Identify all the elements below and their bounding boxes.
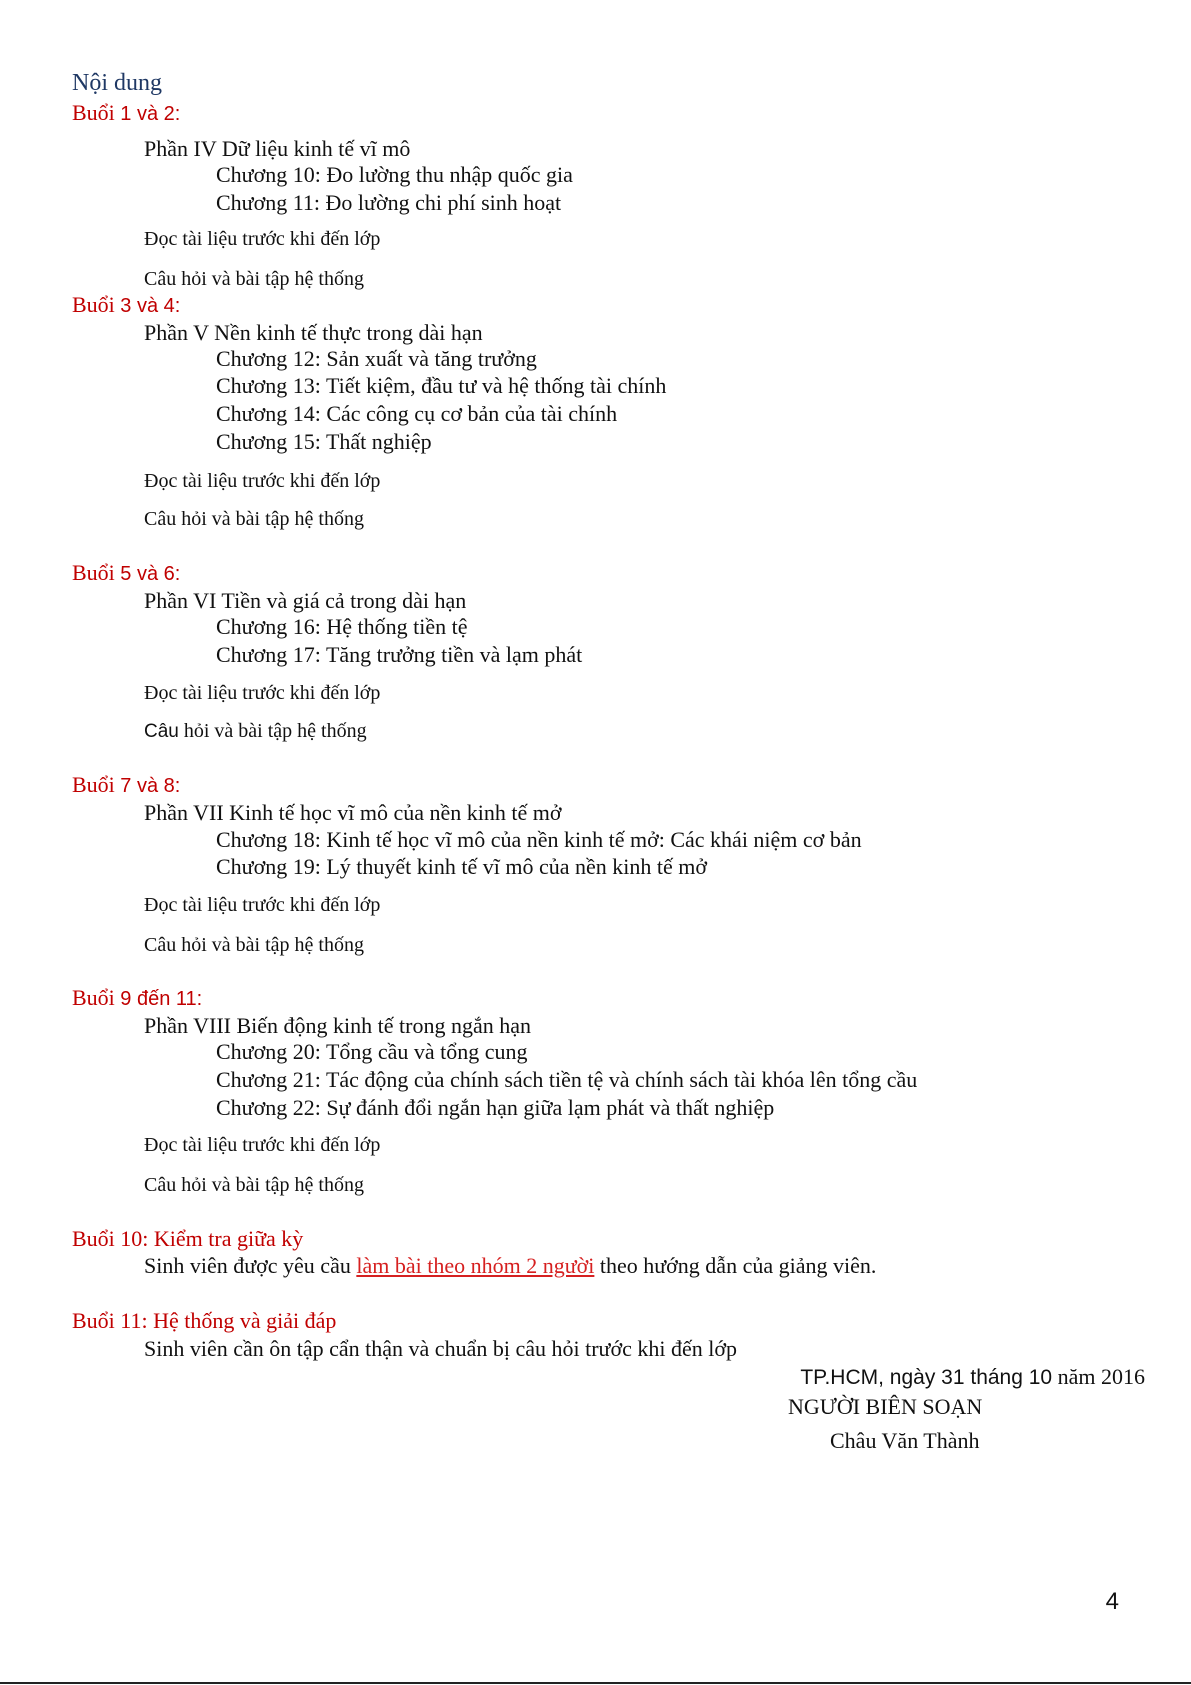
part-title: Phần VIII Biến động kinh tế trong ngắn hạn bbox=[144, 1013, 531, 1038]
chapter-item: Chương 18: Kinh tế học vĩ mô của nền kinh tế mở: Các khái niệm cơ bản bbox=[216, 827, 862, 852]
chapter-item: Chương 20: Tổng cầu và tổng cung bbox=[216, 1039, 528, 1064]
group-work-highlight: làm bài theo nhóm 2 người bbox=[356, 1253, 595, 1278]
session-heading: Buổi 5 và 6: bbox=[72, 560, 181, 585]
midterm-description: Sinh viên được yêu cầu làm bài theo nhóm 2 người theo hướng dẫn của giảng viên. bbox=[144, 1253, 877, 1278]
part-title: Phần VII Kinh tế học vĩ mô của nền kinh tế mở bbox=[144, 800, 562, 825]
page-bottom-rule bbox=[0, 1682, 1191, 1684]
part-title: Phần V Nền kinh tế thực trong dài hạn bbox=[144, 320, 483, 345]
session-heading: Buổi 7 và 8: bbox=[72, 772, 181, 797]
session-heading: Buổi 1 và 2: bbox=[72, 100, 181, 125]
chapter-item: Chương 11: Đo lường chi phí sinh hoạt bbox=[216, 190, 562, 215]
signature-name: Châu Văn Thành bbox=[830, 1428, 980, 1453]
chapter-item: Chương 14: Các công cụ cơ bản của tài chính bbox=[216, 401, 618, 426]
exercise-note: Câu hỏi và bài tập hệ thống bbox=[144, 934, 364, 956]
part-title: Phần VI Tiền và giá cả trong dài hạn bbox=[144, 588, 467, 613]
reading-note: Đọc tài liệu trước khi đến lớp bbox=[144, 228, 381, 250]
exercise-note: Câu hỏi và bài tập hệ thống bbox=[144, 508, 364, 530]
session-heading: Buổi 3 và 4: bbox=[72, 292, 181, 317]
exercise-note: Câu hỏi và bài tập hệ thống bbox=[144, 268, 364, 290]
chapter-item: Chương 10: Đo lường thu nhập quốc gia bbox=[216, 162, 573, 187]
signature-date: TP.HCM, ngày 31 tháng 10 năm 2016 bbox=[800, 1364, 1145, 1389]
chapter-item: Chương 17: Tăng trưởng tiền và lạm phát bbox=[216, 642, 583, 667]
reading-note: Đọc tài liệu trước khi đến lớp bbox=[144, 894, 381, 916]
page-number: 4 bbox=[1105, 1588, 1119, 1615]
midterm-heading: Buổi 10: Kiểm tra giữa kỳ bbox=[72, 1226, 304, 1251]
chapter-item: Chương 22: Sự đánh đổi ngắn hạn giữa lạm phát và thất nghiệp bbox=[216, 1095, 775, 1120]
review-heading: Buổi 11: Hệ thống và giải đáp bbox=[72, 1308, 337, 1333]
section-title: Nội dung bbox=[72, 70, 162, 96]
exercise-note: Câu hỏi và bài tập hệ thống bbox=[144, 1174, 364, 1196]
chapter-item: Chương 15: Thất nghiệp bbox=[216, 429, 432, 454]
chapter-item: Chương 21: Tác động của chính sách tiền tệ và chính sách tài khóa lên tổng cầu bbox=[216, 1067, 918, 1092]
session-heading: Buổi 9 đến 11: bbox=[72, 985, 203, 1010]
chapter-item: Chương 13: Tiết kiệm, đầu tư và hệ thống tài chính bbox=[216, 373, 667, 398]
exercise-note: Câu hỏi và bài tập hệ thống bbox=[144, 720, 367, 742]
reading-note: Đọc tài liệu trước khi đến lớp bbox=[144, 682, 381, 704]
chapter-item: Chương 19: Lý thuyết kinh tế vĩ mô của nền kinh tế mở bbox=[216, 854, 708, 879]
reading-note: Đọc tài liệu trước khi đến lớp bbox=[144, 470, 381, 492]
chapter-item: Chương 16: Hệ thống tiền tệ bbox=[216, 614, 468, 639]
part-title: Phần IV Dữ liệu kinh tế vĩ mô bbox=[144, 136, 411, 161]
chapter-item: Chương 12: Sản xuất và tăng trưởng bbox=[216, 346, 537, 371]
reading-note: Đọc tài liệu trước khi đến lớp bbox=[144, 1134, 381, 1156]
signature-role: NGƯỜI BIÊN SOẠN bbox=[788, 1394, 983, 1419]
review-description: Sinh viên cần ôn tập cẩn thận và chuẩn bị câu hỏi trước khi đến lớp bbox=[144, 1336, 737, 1361]
